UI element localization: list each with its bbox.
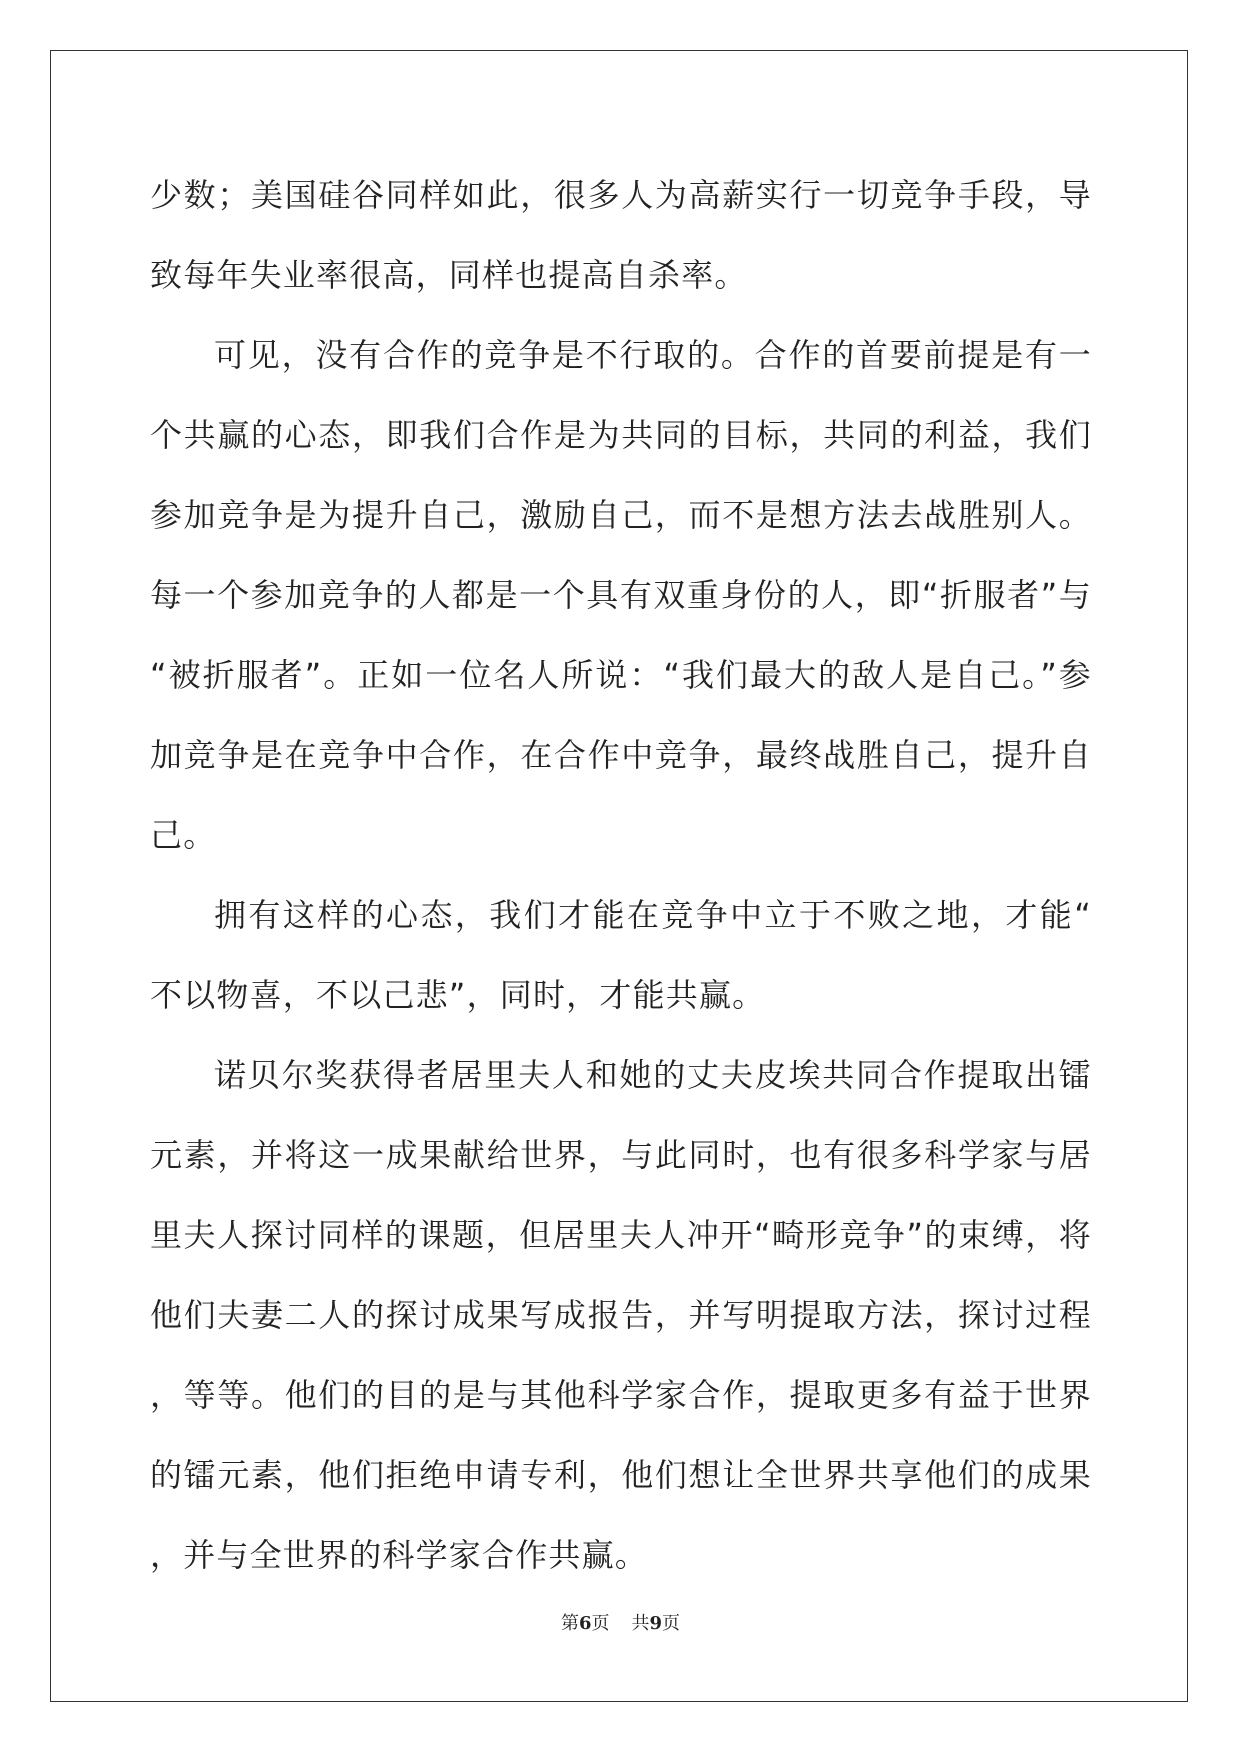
page-number: 第6页 (560, 1613, 610, 1634)
page-footer (0, 1612, 1241, 1636)
paragraph-1: 少数；美国硅谷同样如此，很多人为高薪实行一切竞争手段，导致每年失业率很高，同样也提高自杀率。 (150, 176, 1092, 294)
paragraph-4: 诺贝尔奖获得者居里夫人和她的丈夫皮埃共同合作提取出镭元素，并将这一成果献给世界，与此同时，也有很多科学家与居里夫人探讨同样的课题，但居里夫人冲开“畸形竞争”的束缚，将他们夫妻二人的探讨成果写成报告，并写明提取方法，探讨过程，等等。他们的目的是与其他科学家合作，提取更多有益于世界的镭元素，他们拒绝申请专利，他们想让全世界共享他们的成果，并与全世界的科学家合作共赢。 (150, 1056, 1092, 1574)
paragraph-2: 可见，没有合作的竞争是不行取的。合作的首要前提是有一个共赢的心态，即我们合作是为共同的目标，共同的利益，我们参加竞争是为提升自己，激励自己，而不是想方法去战胜别人。每一个参加竞争的人都是一个具有双重身份的人，即“折服者”与“被折服者”。正如一位名人所说：“我们最大的敌人是自己。”参加竞争是在竞争中合作，在合作中竞争，最终战胜自己，提升自己。 (150, 336, 1092, 854)
page-total: 共9页 (631, 1613, 681, 1634)
paragraph-3: 拥有这样的心态，我们才能在竞争中立于不败之地，才能“不以物喜，不以己悲”，同时，才能共赢。 (150, 896, 1092, 1014)
document-body (150, 155, 1092, 1595)
